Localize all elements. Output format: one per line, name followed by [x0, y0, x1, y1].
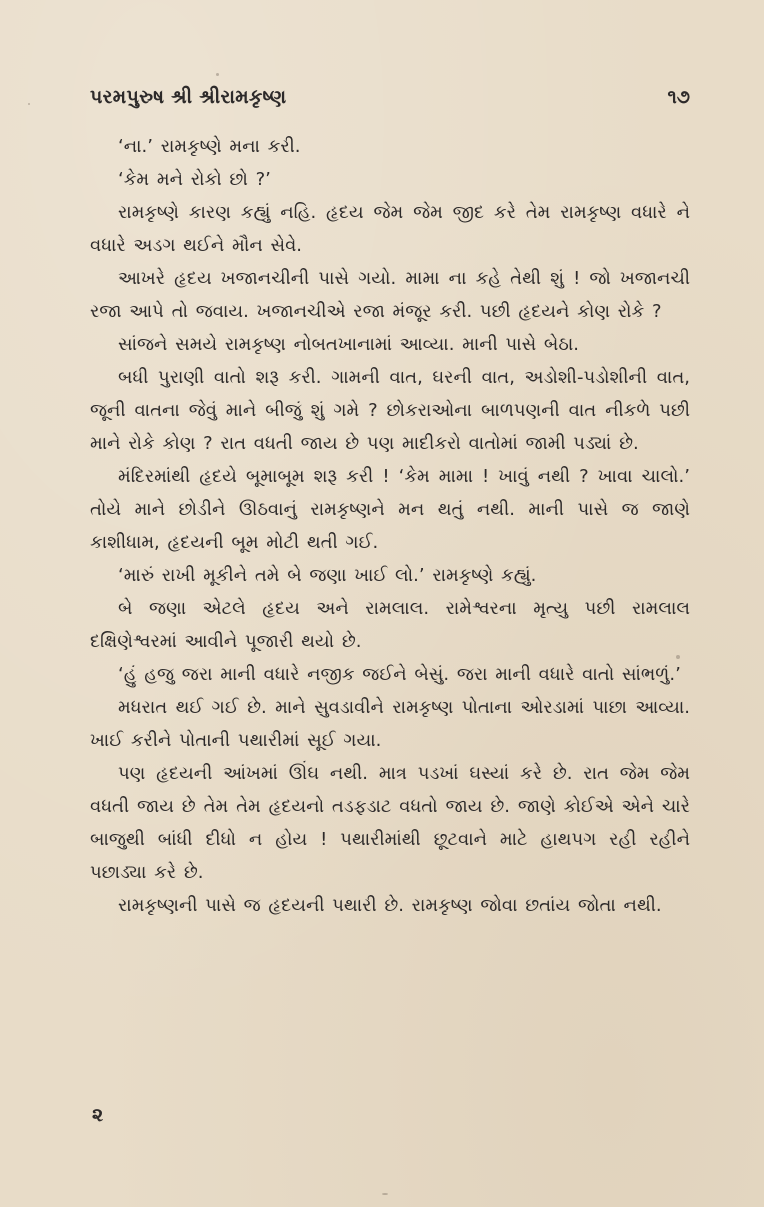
paragraph: ‘કેમ મને રોકો છો ?’ — [118, 169, 271, 190]
paragraph: ‘મારું રાખી મૂકીને તમે બે જણા ખાઈ લો.’ રામકૃષ્ણે કહ્યું. — [118, 565, 537, 586]
paragraph: બધી પુરાણી વાતો શરૂ કરી. ગામની વાત, ઘરની વાત, અડોશી-પડોશીની વાત, જૂની વાતના જેવું માને બીજું શું ગમે ? છોકરાઓના બાળપણની વાત નીકળે પછી માને રોકે કોણ ? રાત વધતી જાય છે પણ માદીકરો વાતોમાં જામી પડ્યાં છે. — [90, 367, 690, 454]
running-header — [90, 86, 690, 116]
signature-mark: ૨ — [92, 1104, 104, 1126]
paragraph: મધરાત થઈ ગઈ છે. માને સુવડાવીને રામકૃષ્ણ પોતાના ઓરડામાં પાછા આવ્યા. ખાઈ કરીને પોતાની પથારીમાં સૂઈ ગયા. — [90, 697, 690, 751]
running-title: પરમપુરુષ શ્રી શ્રીરામકૃષ્ણ — [90, 86, 287, 108]
paper-speck — [28, 103, 30, 105]
paragraph: રામકૃષ્ણની પાસે જ હૃદયની પથારી છે. રામકૃષ્ણ જોવા છતાંય જોતા નથી. — [118, 895, 662, 916]
body-text — [90, 130, 690, 922]
paper-speck — [676, 655, 680, 659]
paragraph: મંદિરમાંથી હૃદયે બૂમાબૂમ શરૂ કરી ! ‘કેમ મામા ! ખાવું નથી ? ખાવા ચાલો.’ તોયે માને છોડીને ઊઠવાનું રામકૃષ્ણને મન થતું નથી. માની પાસે જ જાણે કાશીધામ, હૃદયની બૂમ મોટી થતી ગઈ. — [90, 466, 690, 553]
paragraph: ‘હું હજુ જરા માની વધારે નજીક જઈને બેસું. જરા માની વધારે વાતો સાંભળું.’ — [118, 664, 681, 685]
paragraph: પણ હૃદયની આંખમાં ઊંઘ નથી. માત્ર પડખાં ઘસ્યાં કરે છે. રાત જેમ જેમ વધતી જાય છે તેમ તેમ હૃદયનો તડફડાટ વધતો જાય છે. જાણે કોઈએ એને ચારે બાજુથી બાંધી દીધો ન હોય ! પથારીમાંથી છૂટવાને માટે હાથપગ રહી રહીને પછાડ્યા કરે છે. — [90, 763, 690, 883]
paragraph: બે જણા એટલે હૃદય અને રામલાલ. રામેશ્વરના મૃત્યુ પછી રામલાલ દક્ષિણેશ્વરમાં આવીને પૂજારી થયો છે. — [90, 598, 690, 652]
paragraph: સાંજને સમયે રામકૃષ્ણ નોબતખાનામાં આવ્યા. માની પાસે બેઠા. — [118, 334, 579, 355]
paragraph: આખરે હૃદય ખજાનચીની પાસે ગયો. મામા ના કહે તેથી શું ! જો ખજાનચી રજા આપે તો જવાય. ખજાનચીએ રજા મંજૂર કરી. પછી હૃદયને કોણ રોકે ? — [90, 268, 690, 322]
paper-speck — [216, 73, 219, 76]
paper-speck — [382, 1193, 388, 1195]
paragraph: ‘ના.’ રામકૃષ્ણે મના કરી. — [118, 136, 301, 157]
paragraph: રામકૃષ્ણે કારણ કહ્યું નહિ. હૃદય જેમ જેમ જીદ કરે તેમ રામકૃષ્ણ વધારે ને વધારે અડગ થઈને મૌન સેવે. — [90, 202, 690, 256]
page-number: ૧૭ — [667, 86, 690, 108]
